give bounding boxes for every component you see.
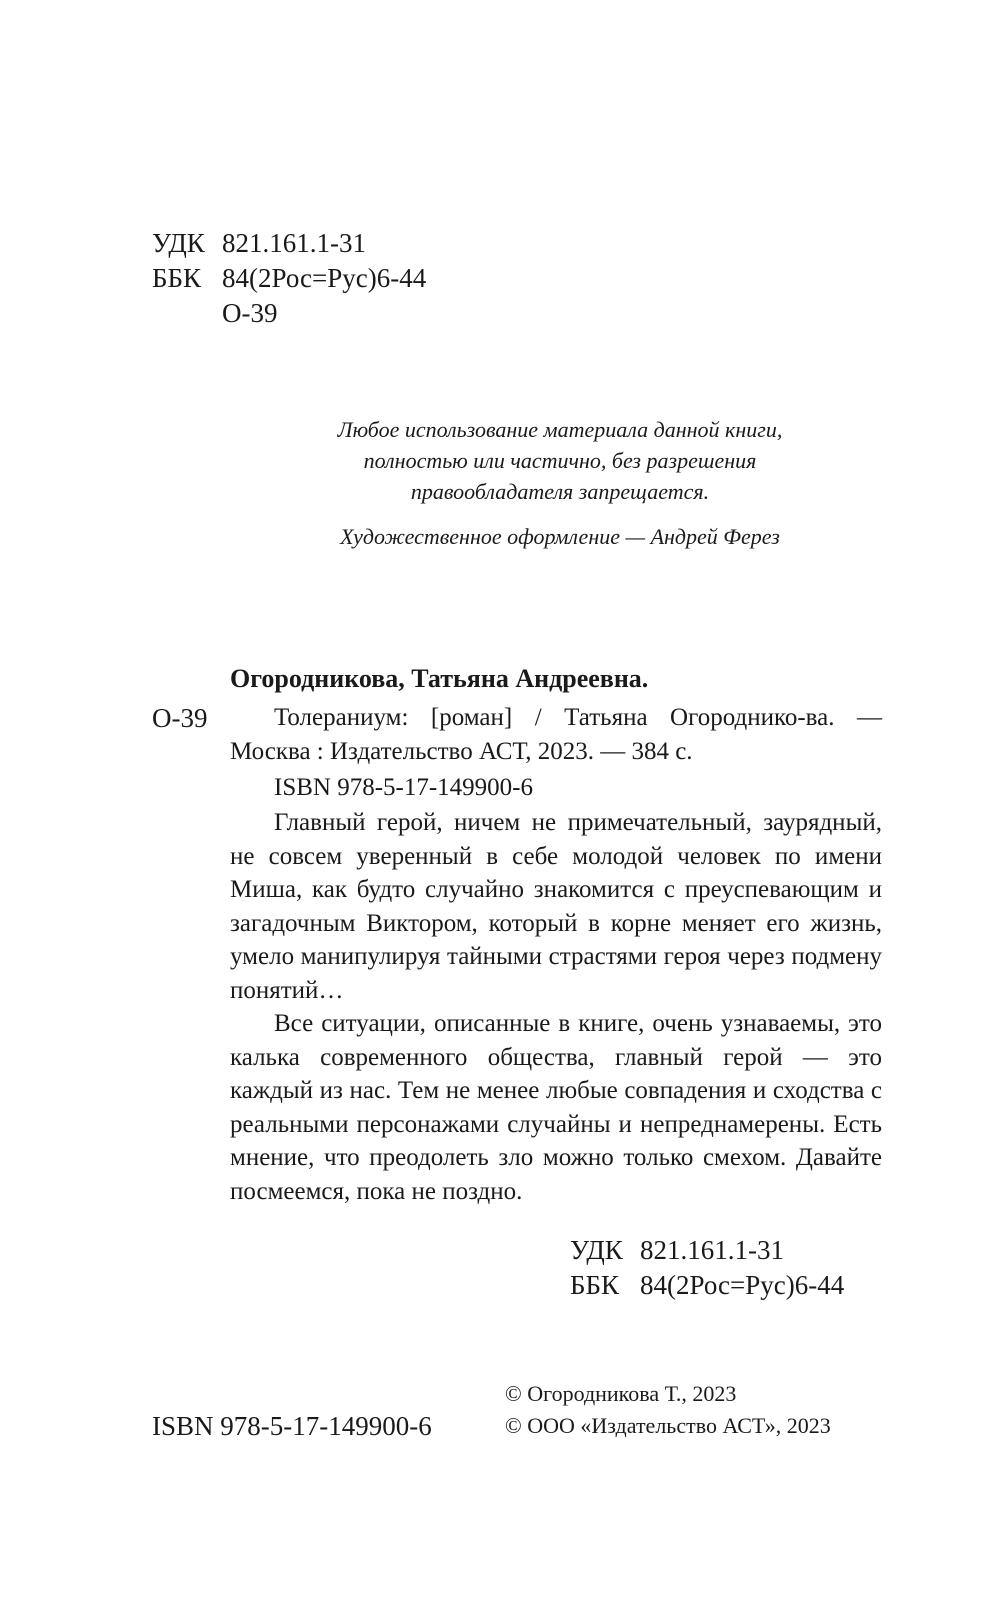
bottom-udk-line [570, 1233, 784, 1267]
copyright-publisher: © ООО «Издательство АСТ», 2023 [505, 1413, 831, 1438]
bottom-bbk-value: 84(2Рос=Рус)6-44 [640, 1270, 845, 1300]
copyright-author: © Огородникова Т., 2023 [505, 1381, 737, 1406]
record-index: О-39 [152, 703, 208, 733]
footer-isbn: ISBN 978-5-17-149900-6 [152, 1411, 432, 1441]
rights-notice [240, 414, 880, 507]
bottom-bbk-line [570, 1268, 844, 1302]
top-udk-label: УДК [152, 228, 205, 258]
annotation-paragraph-1: Главный герой, ничем не примечательный, заурядный, не совсем уверенный в себе молодой человек по имени Миша, как будто случайно знакомится с преуспевающим и загадочным Виктором, который в корне меняет его жизнь, умело манипулируя тайными страстями героя через подмену понятий… [230, 809, 882, 1004]
bottom-bbk-label: ББК [570, 1270, 620, 1300]
record-title: Толераниум: [роман] / Татьяна Огороднико-ва. — Москва : Издательство АСТ, 2023. — 384 с. [230, 704, 882, 765]
rights-notice-line1: Любое использование материала данной книги, [337, 417, 783, 442]
top-udk-line [152, 226, 366, 260]
top-udk-value: 821.161.1-31 [222, 228, 366, 258]
bottom-udk-value: 821.161.1-31 [640, 1235, 784, 1265]
rights-notice-line2: полностью или частично, без разрешения [363, 448, 757, 473]
bottom-udk-label: УДК [570, 1235, 623, 1265]
top-bbk-line [152, 261, 426, 295]
record-author: Огородникова, Татьяна Андреевна. [230, 664, 649, 693]
top-bbk-value: 84(2Рос=Рус)6-44 [222, 263, 427, 293]
rights-notice-line3: правообладателя запрещается. [410, 479, 710, 504]
top-author-mark: О-39 [222, 298, 278, 328]
record-isbn: ISBN 978-5-17-149900-6 [274, 774, 534, 801]
top-bbk-label: ББК [152, 263, 202, 293]
annotation-paragraph-2: Все ситуации, описанные в книге, очень узнаваемы, это калька современного общества, главный герой — это каждый из нас. Тем не менее любые совпадения и сходства с реальными персонажами случайны и непреднамерены. Есть мнение, что преодолеть зло можно только смехом. Давайте посмеемся, пока не поздно. [230, 1010, 882, 1205]
design-credit: Художественное оформление — Андрей Ферез [340, 524, 780, 549]
